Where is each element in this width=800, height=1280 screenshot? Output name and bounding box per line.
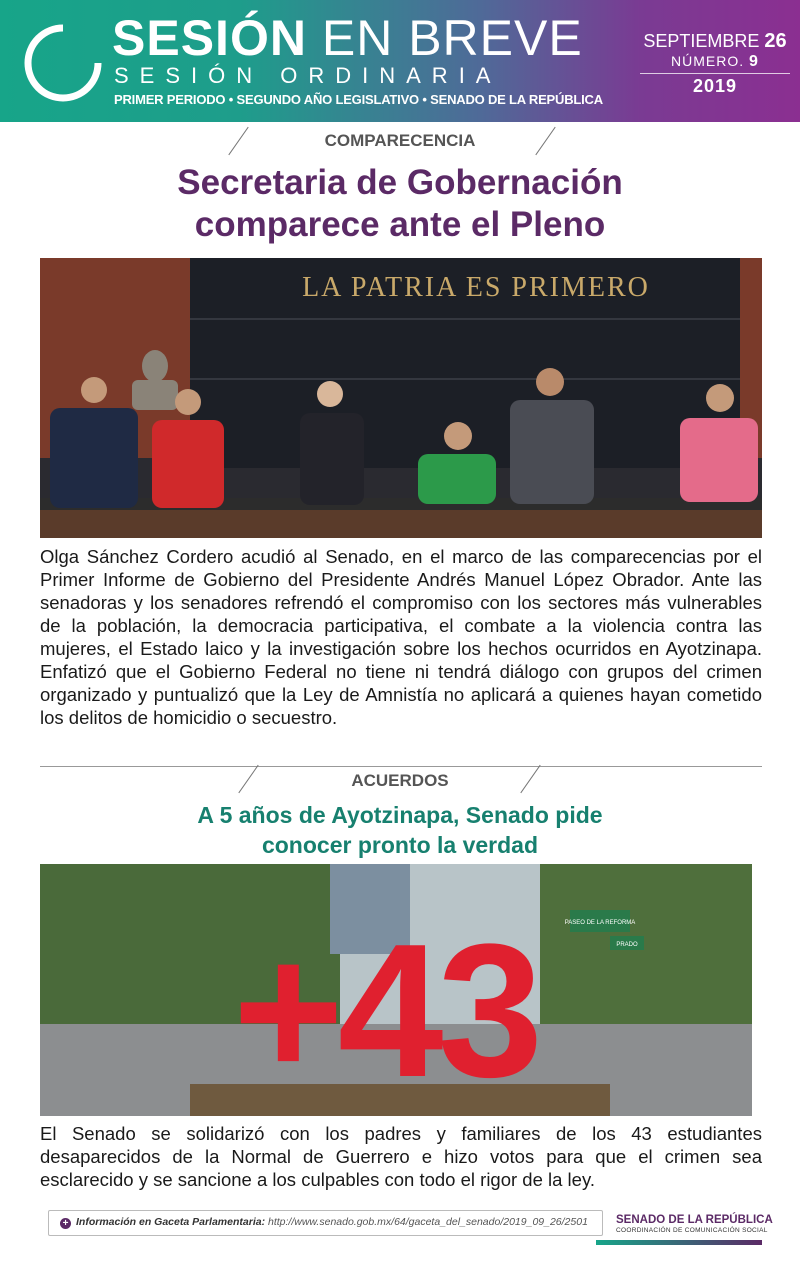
photo-banner-text: LA PATRIA ES PRIMERO [302,272,650,303]
street-sign-text: PRADO [616,942,638,948]
title-bold: SESIÓN [112,10,307,66]
section-label-acuerdos: ACUERDOS [351,771,449,790]
issue-number-value: 9 [749,53,759,70]
headline-comparecencia [0,162,800,246]
period-line: PRIMER PERIODO • SEGUNDO AÑO LEGISLATIVO • SENADO DE LA REPÚBLICA [114,92,603,107]
section-label-comparecencia: COMPARECENCIA [324,131,476,150]
headline-acuerdos [0,800,800,860]
footer-org [616,1214,773,1234]
comparecencia-body: Olga Sánchez Cordero acudió al Senado, en el marco de las comparecencias por el Primer Informe de Gobierno del Presidente Andrés Manuel López Obrador. Ante las senadoras y los senadores refrendó el compromiso con los sectores más vulnerables de la población, la democracia participativa, el combate a la violencia contra las mujeres, el Estado laico y la investigación sobre los hechos ocurridos en Ayotzinapa. Enfatizó que el Gobierno Federal no tiene ni tendrá diálogo con grupos del crimen organizado y puntualizó que la Ley de Amnistía no aplicará a quienes hayan cometido los delitos de homicidio o secuestro. [40,546,762,728]
issue-rule [640,73,790,74]
header-banner [0,0,800,122]
monument-43-text: +43 [232,905,538,1116]
issue-day: 26 [764,30,787,52]
senate-session-photo [40,258,762,538]
footer-info [60,1216,588,1229]
publication-title [112,10,583,66]
headline-line: A 5 años de Ayotzinapa, Senado pide [197,802,603,828]
acuerdos-body: El Senado se solidarizó con los padres y familiares de los 43 estudiantes desaparecidos de la Normal de Guerrero e hizo votos para que el crimen sea esclarecido y se sancione a los culpables con todo el rigor de la ley. [40,1123,762,1190]
footer-accent-bar [596,1240,762,1245]
senado-logo-ring-icon [22,22,104,104]
issue-number [640,53,790,71]
issue-year: 2019 [692,76,738,96]
headline-line: comparece ante el Pleno [194,205,606,244]
monument-43-photo [40,864,752,1116]
footer-org-sub: COORDINACIÓN DE COMUNICACIÓN SOCIAL [616,1227,768,1234]
section-divider [40,766,762,767]
gaceta-link[interactable]: http://www.senado.gob.mx/64/gaceta_del_senado/2019_09_26/2501 [268,1216,588,1228]
plus-circle-icon: + [60,1218,71,1229]
issue-number-label: NÚMERO. [671,53,745,69]
headline-line: Secretaria de Gobernación [177,163,623,202]
street-sign-text: PASEO DE LA REFORMA [564,920,636,926]
publication-subtitle: SESIÓN ORDINARIA [114,63,502,88]
issue-date [640,30,790,53]
issue-month: SEPTIEMBRE [643,31,760,51]
issue-info [640,30,790,97]
footer-info-label: Información en Gaceta Parlamentaria: [76,1216,266,1228]
headline-line: conocer pronto la verdad [261,832,539,858]
title-light: EN BREVE [321,10,583,66]
footer-org-name: SENADO DE LA REPÚBLICA [616,1214,773,1226]
